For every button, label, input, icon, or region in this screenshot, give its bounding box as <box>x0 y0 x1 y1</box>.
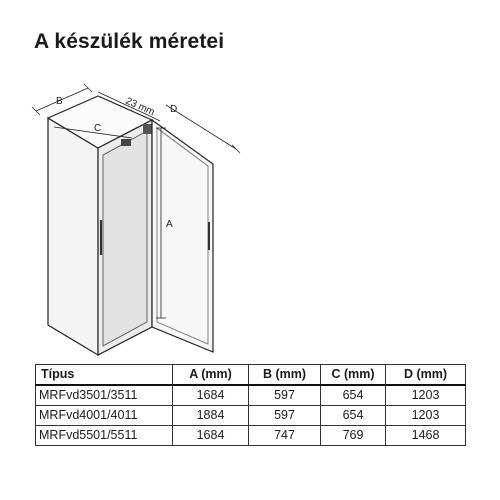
dimension-tick <box>232 145 240 153</box>
cell-b: 597 <box>249 406 321 426</box>
dimension-tick <box>84 84 92 92</box>
column-header-a: A (mm) <box>173 365 249 386</box>
dimension-label-gap: 23 mm <box>123 95 157 119</box>
hinge-block <box>143 124 152 134</box>
cell-type: MRFvd5501/5511 <box>36 426 173 446</box>
table-row <box>36 406 466 426</box>
dimension-label-c: C <box>94 123 102 134</box>
cell-type: MRFvd4001/4011 <box>36 406 173 426</box>
table-header-row <box>36 365 466 386</box>
cell-c: 654 <box>321 406 386 426</box>
cabinet-side-panel <box>48 118 98 355</box>
dimension-tick <box>32 107 40 115</box>
cell-c: 769 <box>321 426 386 446</box>
table-row <box>36 385 466 406</box>
cell-b: 747 <box>249 426 321 446</box>
table-row <box>36 426 466 446</box>
cell-a: 1884 <box>173 406 249 426</box>
dimension-label-b: B <box>56 96 63 107</box>
cell-a: 1684 <box>173 426 249 446</box>
column-header-d: D (mm) <box>386 365 466 386</box>
cell-d: 1203 <box>386 406 466 426</box>
dimensions-table <box>35 364 466 446</box>
dimension-label-a: A <box>166 219 173 230</box>
cell-d: 1468 <box>386 426 466 446</box>
cell-b: 597 <box>249 385 321 406</box>
control-panel <box>121 139 131 146</box>
column-header-type: Típus <box>36 365 173 386</box>
cell-a: 1684 <box>173 385 249 406</box>
dimension-label-d: D <box>170 104 178 115</box>
cell-d: 1203 <box>386 385 466 406</box>
page-title: A készülék méretei <box>34 30 225 53</box>
cabinet-inner-opening <box>103 131 147 346</box>
cell-type: MRFvd3501/3511 <box>36 385 173 406</box>
column-header-c: C (mm) <box>321 365 386 386</box>
cell-c: 654 <box>321 385 386 406</box>
column-header-b: B (mm) <box>249 365 321 386</box>
